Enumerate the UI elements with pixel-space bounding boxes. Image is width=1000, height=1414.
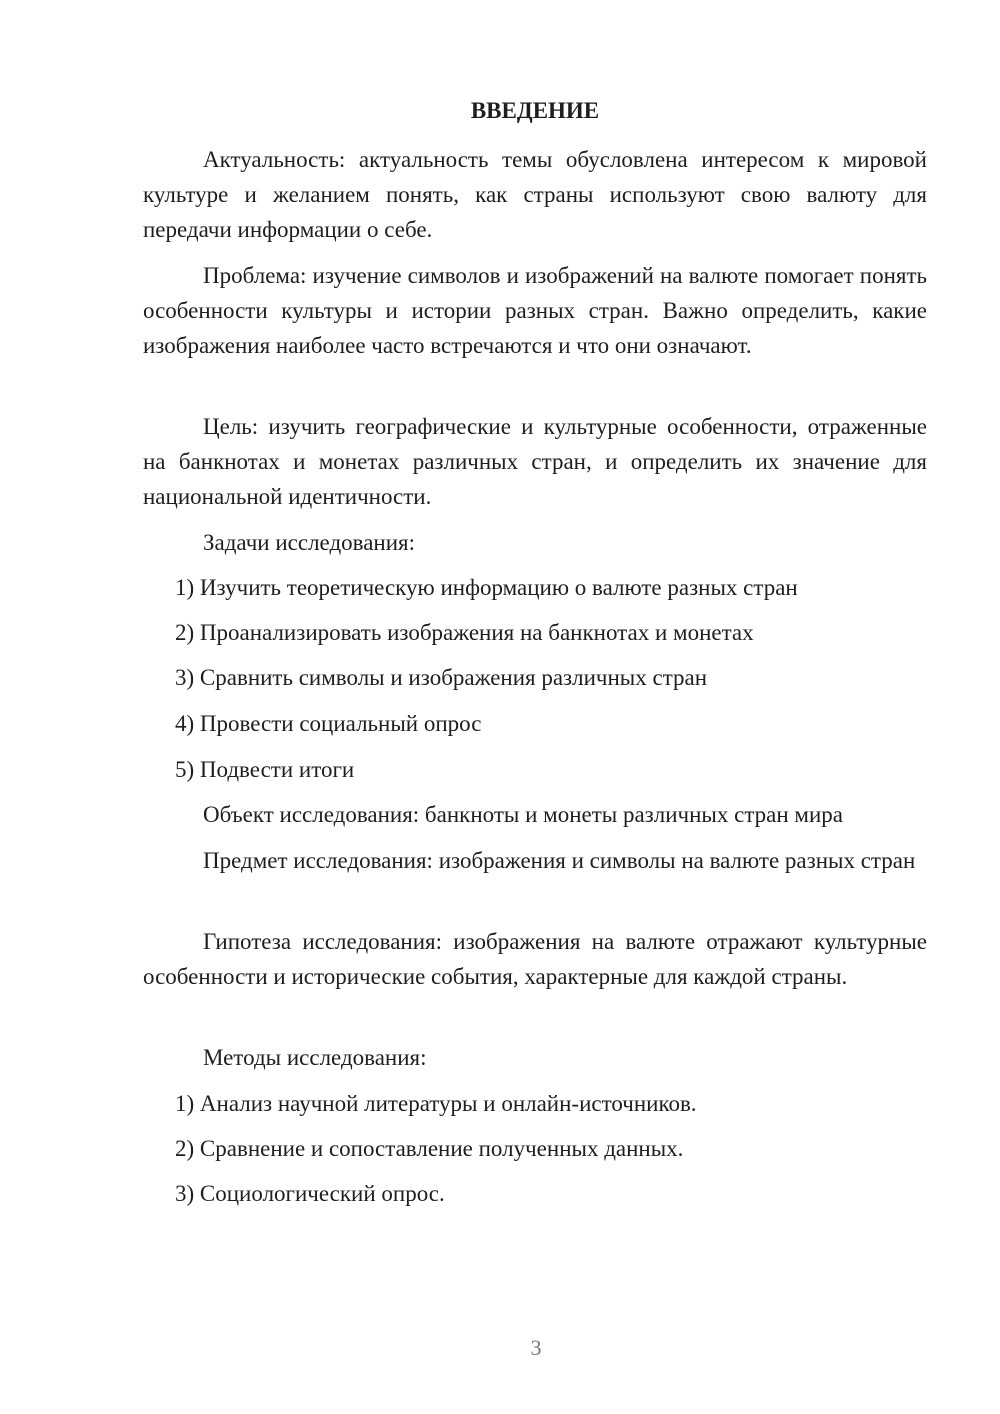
- tasks-heading: Задачи исследования:: [203, 530, 416, 555]
- problem-paragraph: Проблема: изучение символов и изображений на валюте помогает понять особенности культуры и истории разных стран. Важно определить, какие изображения наиболее часто встречаются и что они означают.: [143, 263, 927, 358]
- method-item: 2) Сравнение и сопоставление полученных данных.: [175, 1136, 684, 1161]
- research-object: Объект исследования: банкноты и монеты различных стран мира: [203, 802, 844, 827]
- method-item: 3) Социологический опрос.: [175, 1181, 445, 1206]
- research-subject-paragraph: Предмет исследования: изображения и символы на валюте разных стран: [203, 848, 916, 873]
- hypothesis-paragraph: Гипотеза исследования: изображения на валюте отражают культурные особенности и исторические события, характерные для каждой страны.: [143, 929, 927, 989]
- task-item: 1) Изучить теоретическую информацию о валюте разных стран: [175, 575, 798, 600]
- relevance-paragraph: Актуальность: актуальность темы обусловлена интересом к мировой культуре и желанием понять, как страны используют свою валюту для передачи информации о себе.: [143, 147, 927, 242]
- page-title: ВВЕДЕНИЕ: [470, 98, 600, 123]
- method-item: 1) Анализ научной литературы и онлайн-источников.: [175, 1091, 697, 1116]
- task-item: 5) Подвести итоги: [175, 757, 355, 782]
- methods-heading: Методы исследования:: [203, 1045, 427, 1070]
- task-item: 2) Проанализировать изображения на банкнотах и монетах: [175, 620, 754, 645]
- goal-paragraph: Цель: изучить географические и культурные особенности, отраженные на банкнотах и монетах различных стран, и определить их значение для национальной идентичности.: [143, 414, 927, 509]
- task-item: 4) Провести социальный опрос: [175, 711, 482, 736]
- task-item: 3) Сравнить символы и изображения различных стран: [175, 665, 708, 690]
- page-number: 3: [530, 1335, 542, 1360]
